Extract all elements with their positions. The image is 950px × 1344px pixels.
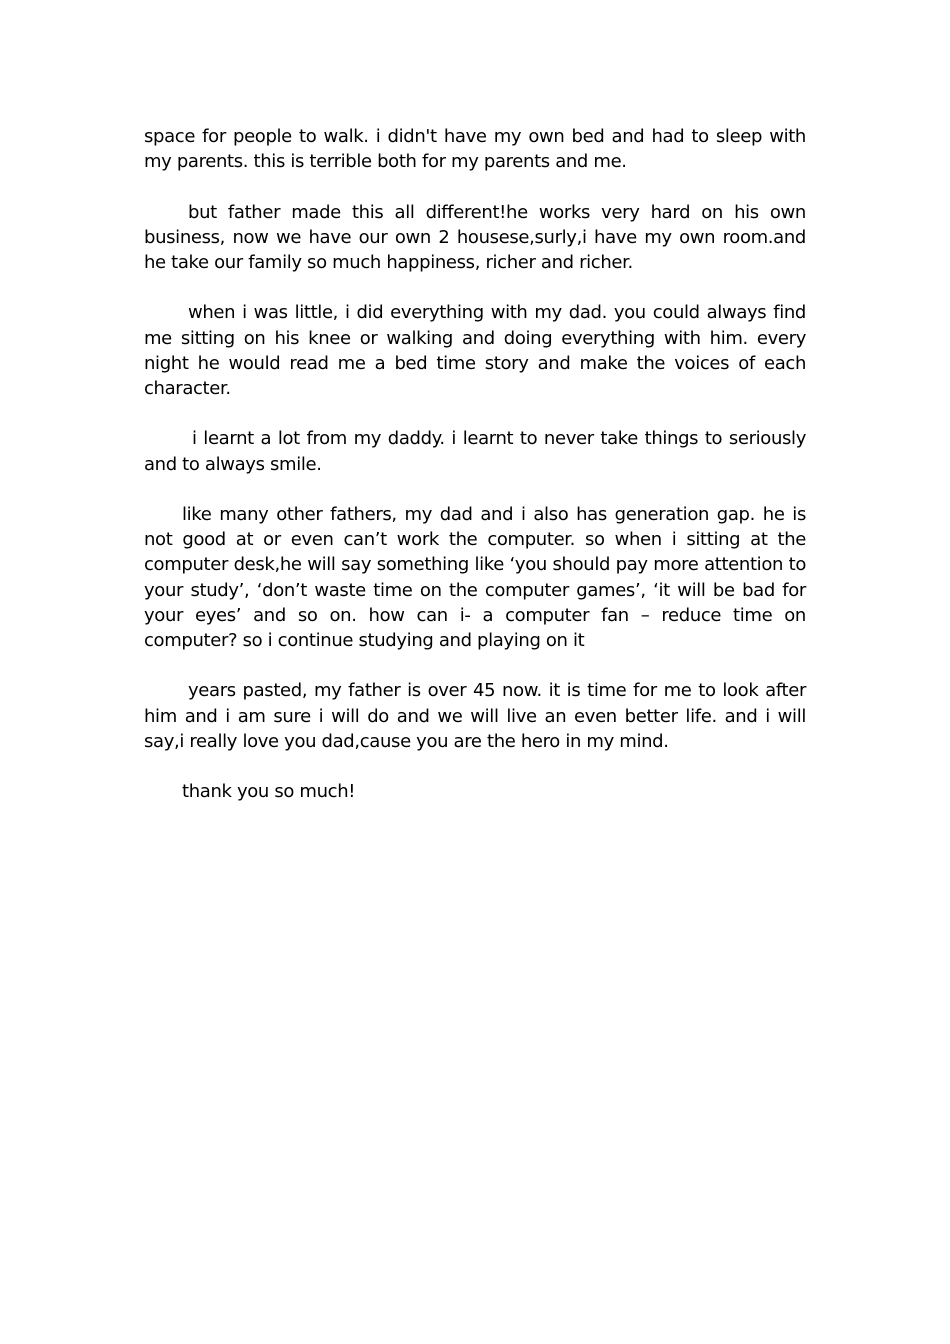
paragraph-years-passed: years pasted, my father is over 45 now. it is time for me to look after him and i am sure i will do and we will live an even better life. and i will say,i really love you dad,cause you are the hero in my mind. bbox=[144, 680, 806, 752]
paragraph-lessons: i learnt a lot from my daddy. i learnt to never take things to seriously and to always smile. bbox=[144, 428, 806, 475]
paragraph-father-business: but father made this all different!he works very hard on his own business, now we have our own 2 housese,surly,i have my own room.and he take our family so much happiness, richer and richer. bbox=[144, 201, 806, 273]
paragraph-closing: thank you so much! bbox=[182, 781, 356, 803]
paragraph-childhood: when i was little, i did everything with my dad. you could always find me sitting on his knee or walking and doing everything with him. every night he would read me a bed time story and make the voices of each character. bbox=[144, 302, 806, 399]
document-body bbox=[144, 124, 806, 830]
paragraph-continuation: space for people to walk. i didn't have my own bed and had to sleep with my parents. this is terrible both for my parents and me. bbox=[144, 126, 806, 173]
paragraph-generation-gap: like many other fathers, my dad and i also has generation gap. he is not good at or even can’t work the computer. so when i sitting at the computer desk,he will say something like ‘you should pay more attention to your study’, ‘don’t waste time on the computer games’, ‘it will be bad for your eyes’ and so on. how can i- a computer fan – reduce time on computer? so i continue studying and playing on it bbox=[144, 503, 806, 651]
